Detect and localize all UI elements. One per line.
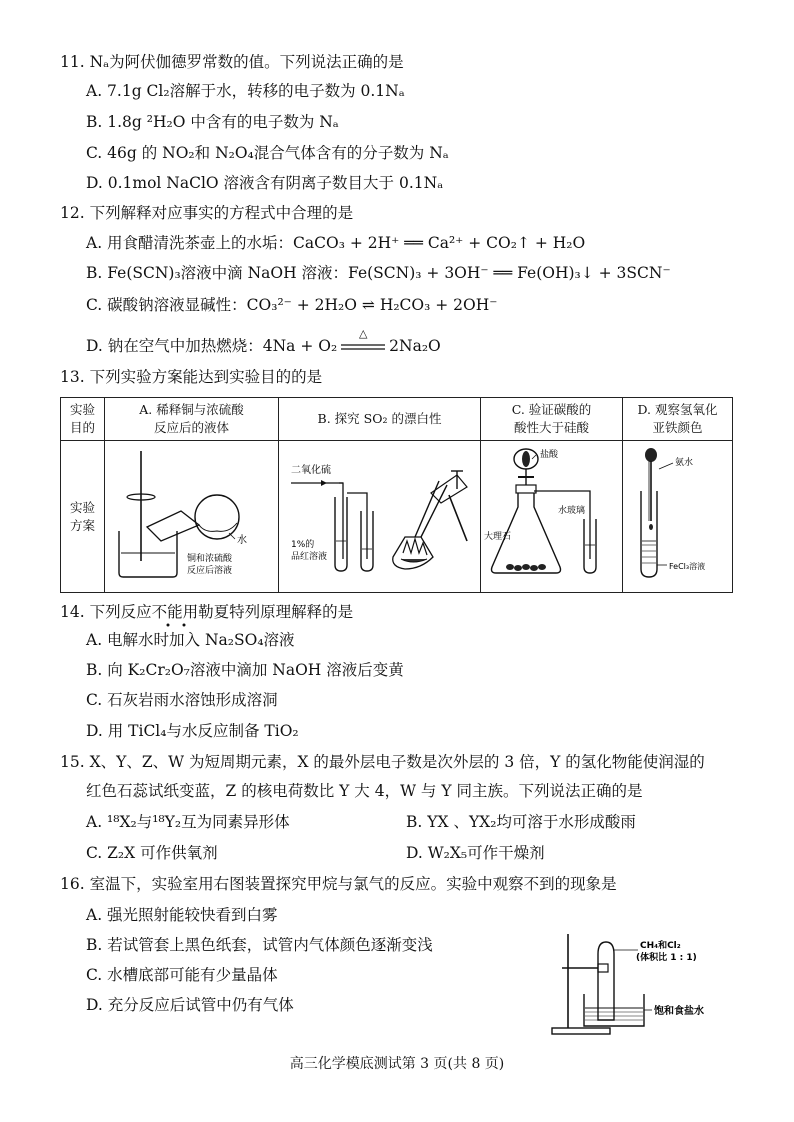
- q12-option-d: [86, 327, 441, 356]
- label-water: 水: [236, 535, 247, 546]
- page-footer: 高三化学模底测试第 3 页(共 8 页): [289, 1056, 505, 1072]
- apparatus-a: [105, 441, 279, 593]
- so2-bleach-apparatus-diagram: [281, 441, 479, 587]
- apparatus-c: [481, 441, 623, 593]
- apparatus-b: [279, 441, 481, 593]
- col-d-header: D. 观察氢氧化亚铁颜色: [623, 398, 733, 441]
- q11-option-c: C. 46g 的 NO₂和 N₂O₄混合气体含有的分子数为 Nₐ: [86, 144, 449, 162]
- col-c-header: C. 验证碳酸的酸性大于硅酸: [481, 398, 623, 441]
- q16-option-b: B. 若试管套上黑色纸套，试管内气体颜色逐渐变浅: [86, 936, 433, 954]
- label-so2: 二氧化硫: [290, 465, 331, 476]
- q16-option-a: A. 强光照射能较快看到白雾: [86, 906, 278, 924]
- q15-stem-1: 15. X、Y、Z、W 为短周期元素，X 的最外层电子数是次外层的 3 倍，Y 的氢化物能使润湿的: [60, 753, 705, 771]
- q12-d-suffix: 2Na₂O: [389, 337, 441, 355]
- q14-option-d: D. 用 TiCl₄与水反应制备 TiO₂: [86, 722, 299, 740]
- q14-stem: 14. 下列反应不能用勒夏特列原理解释的是: [60, 603, 354, 621]
- row-header-purpose: 实验目的: [61, 398, 105, 441]
- q11-option-d: D. 0.1mol NaClO 溶液含有阴离子数目大于 0.1Nₐ: [86, 174, 444, 192]
- col-b-header: B. 探究 SO₂ 的漂白性: [279, 398, 481, 441]
- q16-option-c: C. 水槽底部可能有少量晶体: [86, 966, 278, 984]
- label-fecl-solution: FeCl₃溶液: [668, 562, 705, 571]
- label-ammonia: 氨水: [674, 458, 693, 468]
- experiment-table: [60, 397, 733, 593]
- col-a-header: A. 稀释铜与浓硫酸反应后的液体: [105, 398, 279, 441]
- label-pinhong-1: 1%的: [290, 540, 314, 550]
- q12-d-prefix: D. 钠在空气中加热燃烧：4Na + O₂: [86, 337, 338, 355]
- q11-option-b: B. 1.8g ²H₂O 中含有的电子数为 Nₐ: [86, 113, 339, 131]
- q12-option-a: A. 用食醋清洗茶壶上的水垢：CaCO₃ + 2H⁺ ══ Ca²⁺ + CO₂↑ + H₂O: [86, 234, 586, 252]
- acid-strength-apparatus-diagram: [482, 441, 622, 587]
- label-ch4-cl2: CH₄和Cl₂: [640, 941, 681, 951]
- methane-chlorine-apparatus-diagram: [540, 928, 730, 1040]
- label-marble: 大理石: [483, 532, 511, 542]
- q14-option-a: A. 电解水时加入 Na₂SO₄溶液: [86, 631, 295, 649]
- heating-arrow: [341, 327, 385, 356]
- label-volume-ratio: (体积比 1 : 1): [636, 953, 697, 963]
- delta-symbol: △: [358, 327, 368, 340]
- label-brine: 饱和食盐水: [654, 1006, 704, 1017]
- label-hydrochloric-acid: 盐酸: [539, 450, 558, 460]
- q15-option-d: D. W₂X₅可作干燥剂: [406, 844, 545, 862]
- q14-option-b: B. 向 K₂Cr₂O₇溶液中滴加 NaOH 溶液后变黄: [86, 661, 404, 679]
- q11-stem: 11. Nₐ为阿伏伽德罗常数的值。下列说法正确的是: [60, 53, 404, 71]
- emphasis-dots: [162, 622, 202, 628]
- apparatus-d: [623, 441, 733, 593]
- q12-stem: 12. 下列解释对应事实的方程式中合理的是: [60, 204, 354, 222]
- q15-option-b: B. YX 、YX₂均可溶于水形成酸雨: [406, 813, 636, 831]
- q12-option-c: C. 碳酸钠溶液显碱性：CO₃²⁻ + 2H₂O ⇌ H₂CO₃ + 2OH⁻: [86, 296, 498, 314]
- ferrous-hydroxide-apparatus-diagram: [625, 441, 731, 587]
- q12-option-b: B. Fe(SCN)₃溶液中滴 NaOH 溶液：Fe(SCN)₃ + 3OH⁻ ══ Fe(OH)₃↓ + 3SCN⁻: [86, 264, 671, 282]
- q16-stem: 16. 室温下，实验室用右图装置探究甲烷与氯气的反应。实验中观察不到的现象是: [60, 875, 617, 893]
- label-water-glass: 水玻璃: [557, 506, 585, 516]
- dilution-apparatus-diagram: [107, 441, 277, 587]
- q11-option-a: A. 7.1g Cl₂溶解于水，转移的电子数为 0.1Nₐ: [86, 82, 405, 100]
- q15-stem-2: 红色石蕊试纸变蓝，Z 的核电荷数比 Y 大 4，W 与 Y 同主族。下列说法正确的是: [86, 782, 643, 800]
- q15-option-c: C. Z₂X 可作供氧剂: [86, 844, 218, 862]
- q15-option-a: A. ¹⁸X₂与¹⁸Y₂互为同素异形体: [86, 813, 290, 831]
- label-pinhong-2: 品红溶液: [290, 552, 327, 562]
- q16-option-d: D. 充分反应后试管中仍有气体: [86, 996, 294, 1014]
- row-header-scheme: 实验方案: [61, 441, 105, 593]
- q13-stem: 13. 下列实验方案能达到实验目的的是: [60, 368, 323, 386]
- label-cu-solution: 反应后溶液: [186, 566, 232, 576]
- label-cu-acid: 铜和浓硫酸: [186, 554, 232, 564]
- q14-option-c: C. 石灰岩雨水溶蚀形成溶洞: [86, 691, 278, 709]
